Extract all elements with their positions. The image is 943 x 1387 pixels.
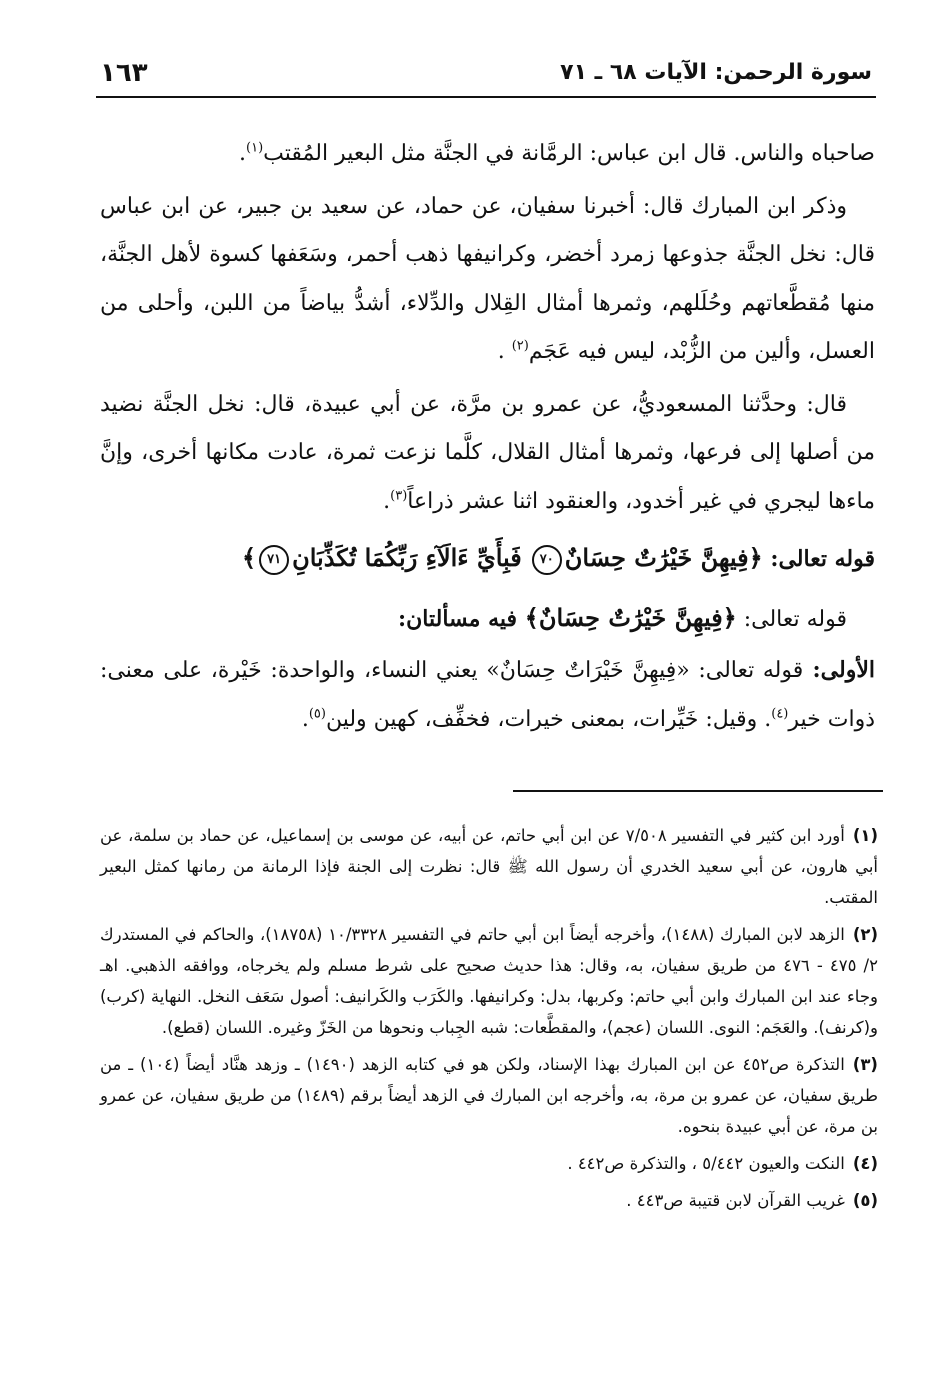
ornate-bracket-close-icon: ﴾ [242, 543, 257, 572]
verse-70-text: فِيهِنَّ خَيْرَٰتٌ حِسَانٌ [564, 543, 749, 572]
masail-heading [100, 592, 875, 646]
first-issue-label: الأولى: [803, 657, 876, 683]
masail-bracket-open-icon: ﴿ [722, 603, 737, 632]
footnote-text: أورد ابن كثير في التفسير ٧/٥٠٨ عن ابن أبي حاتم، عن أبيه، عن موسى بن إسماعيل، عن حماد بن سلمة، عن أبي هارون، عن أبي سعيد الخدري أن رسول الله ﷺ قال: نظرت إلى الجنة فإذا الرمانة من رمانها كمثل البعير المقتب. [100, 826, 878, 907]
verse-heading-label: قوله تعالى: [762, 546, 875, 572]
footnote-1 [100, 820, 878, 913]
footnote-text: الزهد لابن المبارك (١٤٨٨)، وأخرجه أيضاً ابن أبي حاتم في التفسير ١٠/٣٣٢٨ (١٨٧٥٨)، والحاكم في المستدرك ٢/ ٤٧٥ - ٤٧٦ من طريق سفيان، به، وقال: هذا حديث صحيح على شرط مسلم ولم يخرجاه، ووافقه الذهبي. اهـ وجاء عند ابن المبارك وابن أبي حاتم: وكربها، بدل: وكرانيفها. والكَرَب والكَرانيف: أصول سَعَف النخل. النهاية (كرب) و(كرنف). والعَجَم: النوى. اللسان (عجم)، والمقطَّعات: شبه الجِباب ونحوها من الخَزّ وغيره. اللسان (قطع). [100, 925, 878, 1037]
footnote-text: النكت والعيون ٥/٤٤٢ ، والتذكرة ص٤٤٢ . [567, 1154, 845, 1173]
footnote-text: التذكرة ص٤٥٢ عن ابن المبارك بهذا الإسناد، ولكن هو في كتابه الزهد (١٤٩٠) ـ وزهد هنَّاد أيضاً (١٠٤) ـ من طريق سفيان، عن عمرو بن مرة، به، وأخرجه ابن المبارك في الزهد أيضاً برقم (١٤٨٩) من طريق سفيان، عن عمرو بن مرة، عن أبي عبيدة بنحوه. [100, 1055, 878, 1136]
verse-71-text: فَبِأَيِّ ءَالَآءِ رَبِّكُمَا تُكَذِّبَانِ [292, 543, 522, 572]
footnote-ref-5[interactable]: (٥) [308, 706, 326, 722]
footnote-number: (٢) [852, 925, 878, 944]
ayah-71-marker-icon: ٧١ [259, 545, 289, 575]
running-header [96, 58, 876, 98]
footnote-number: (١) [852, 826, 878, 845]
ornate-bracket-open-icon: ﴿ [748, 543, 763, 572]
paragraph-2 [100, 183, 875, 377]
footnote-2 [100, 919, 878, 1043]
masail-label: قوله تعالى: [736, 607, 847, 632]
footnote-ref-3[interactable]: (٣) [390, 488, 408, 504]
footnote-ref-1[interactable]: (١) [246, 140, 264, 156]
page-number: ١٦٣ [100, 58, 148, 88]
paragraph-1-end: . [239, 141, 247, 166]
paragraph-1 [100, 130, 875, 179]
masail-after: فيه مسألتان: [398, 606, 525, 632]
first-issue-text: قوله تعالى: «فِيهِنَّ خَيْرَاتٌ حِسَانٌ» يعني النساء، والواحدة: خَيْرة، على معنى: ذوات خير [100, 658, 875, 732]
footnotes [100, 820, 878, 1222]
surah-title: سورة الرحمن: الآيات ٦٨ ـ ٧١ [560, 60, 872, 85]
footnote-ref-4[interactable]: (٤) [771, 706, 789, 722]
paragraph-2-text: وذكر ابن المبارك قال: أخبرنا سفيان، عن حماد، عن سعيد بن جبير، عن ابن عباس قال: نخل الجنَّة جذوعها زمرد أخضر، وكرانيفها ذهب أحمر، وسَعَفها كسوة لأهل الجنَّة، منها مُقطَّعاتهم وحُلَلهم، وثمرها أمثال القِلال والدِّلاء، أشدُّ بياضاً من اللبن، وأحلى من العسل، وألين من الزُّبْد، ليس فيه عَجَم [100, 193, 875, 364]
paragraph-3 [100, 381, 875, 527]
footnote-3 [100, 1049, 878, 1142]
footnote-4 [100, 1148, 878, 1179]
footnote-number: (٤) [852, 1154, 878, 1173]
first-issue-text-b: . وقيل: خَيِّرات، بمعنى خيرات، فخفِّف، كهين ولين [325, 706, 772, 732]
footnote-separator [513, 790, 883, 792]
paragraph-3-text: قال: وحدَّثنا المسعوديُّ، عن عمرو بن مرَّة، عن أبي عبيدة، قال: نخل الجنَّة نضيد من أصلها إلى فرعها، وثمرها أمثال القلال، كلَّما نزعت ثمرة، عادت مكانها أخرى، وإنَّ ماءها ليجري في غير أخدود، والعنقود اثنا عشر ذراعاً [100, 391, 875, 514]
footnote-5 [100, 1185, 878, 1216]
main-text [100, 130, 875, 748]
footnote-number: (٣) [852, 1055, 878, 1074]
paragraph-1-text: صاحباه والناس. قال ابن عباس: الرمَّانة في الجنَّة مثل البعير المُقتب [263, 141, 875, 166]
paragraph-first-issue [100, 646, 875, 744]
paragraph-3-end: . [383, 488, 391, 514]
first-issue-end: . [301, 706, 309, 732]
masail-bracket-close-icon: ﴾ [524, 603, 539, 632]
footnote-number: (٥) [852, 1191, 878, 1210]
masail-verse: فِيهِنَّ خَيْرَٰتٌ حِسَانٌ [538, 603, 723, 632]
ayah-70-marker-icon: ٧٠ [532, 545, 562, 575]
footnote-text: غريب القرآن لابن قتيبة ص٤٤٣ . [626, 1191, 845, 1210]
footnote-ref-2[interactable]: (٢) [511, 338, 529, 354]
paragraph-2-end: . [497, 339, 512, 364]
verse-heading [100, 532, 875, 586]
